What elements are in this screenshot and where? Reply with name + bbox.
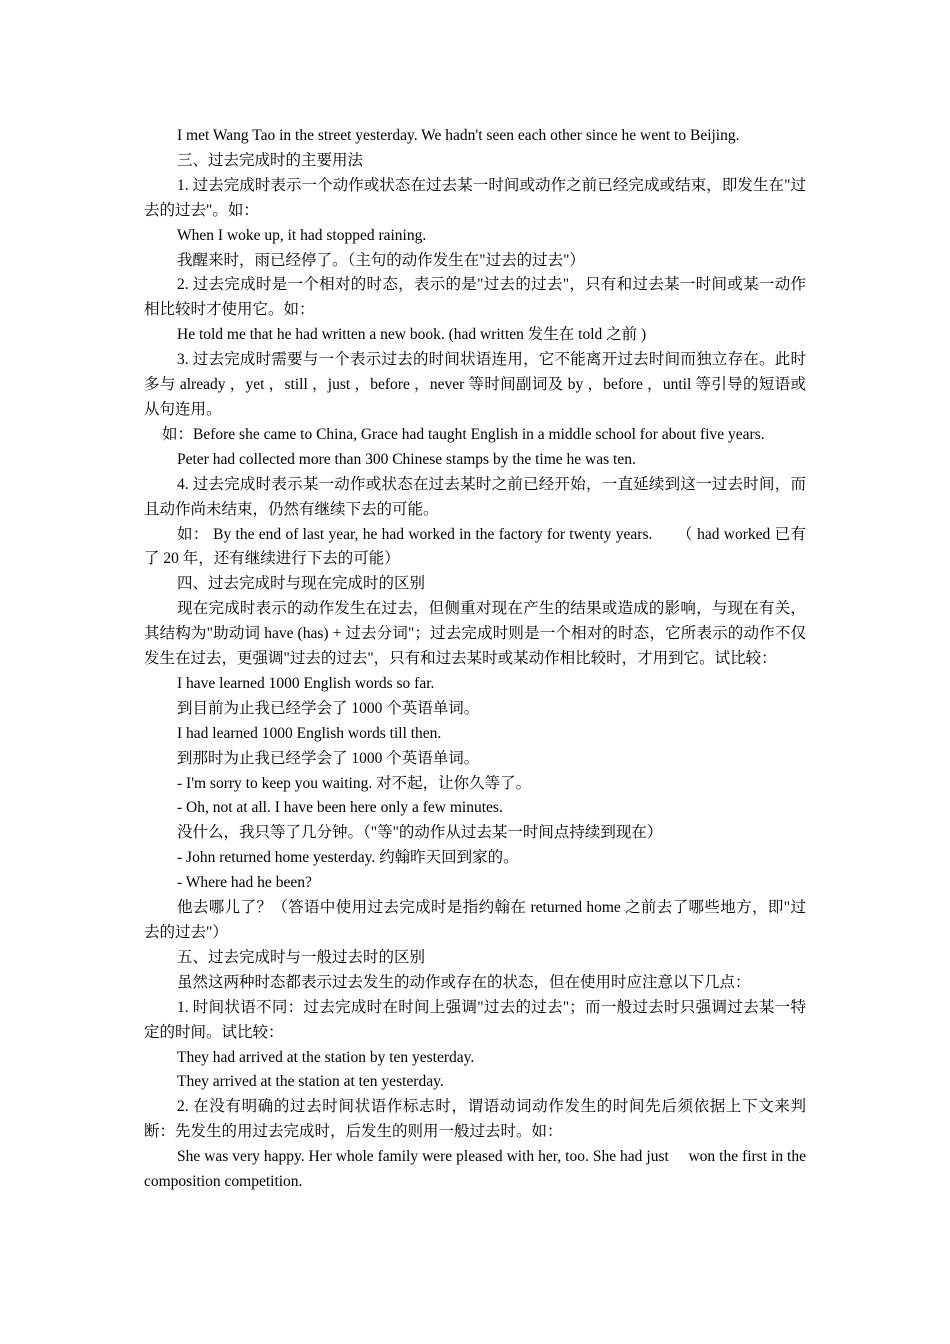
paragraph-example-learned-so-far: I have learned 1000 English words so far. — [177, 674, 435, 692]
paragraph-example-woke-up: When I woke up, it had stopped raining. — [177, 226, 427, 244]
paragraph-difference-1: 1. 时间状语不同：过去完成时在时间上强调"过去的过去"；而一般过去时只强调过去某一特定的时间。试比较： — [144, 998, 806, 1041]
paragraph-rule-4: 4. 过去完成时表示某一动作或状态在过去某时之前已经开始，一直延续到这一过去时间，而且动作尚未结束，仍然有继续下去的可能。 — [144, 475, 806, 518]
paragraph-rule-1: 1. 过去完成时表示一个动作或状态在过去某一时间或动作之前已经完成或结束，即发生在"过去的过去"。如： — [144, 176, 806, 219]
paragraph-example-new-book: He told me that he had written a new book. (had written 发生在 told 之前 ) — [177, 326, 647, 344]
paragraph-example-had-arrived: They had arrived at the station by ten yesterday. — [177, 1048, 475, 1066]
paragraph-dialog-sorry: - I'm sorry to keep you waiting. 对不起，让你久等了。 — [177, 774, 532, 792]
paragraph-example-arrived: They arrived at the station at ten yesterday. — [177, 1073, 444, 1091]
paragraph-dialog-where: - Where had he been? — [177, 874, 312, 892]
paragraph-example-competition: She was very happy. Her whole family were pleased with her, too. She had just won the first in the composition competition. — [144, 1148, 806, 1191]
paragraph-rule-2: 2. 过去完成时是一个相对的时态，表示的是"过去的过去"，只有和过去某一时间或某一动作相比较时才使用它。如： — [144, 276, 806, 319]
paragraph-difference-2: 2. 在没有明确的过去时间状语作标志时，谓语动词动作发生的时间先后须依据上下文来判断：先发生的用过去完成时，后发生的则用一般过去时。如： — [144, 1098, 806, 1141]
section-heading-4: 四、过去完成时与现在完成时的区别 — [177, 575, 426, 593]
paragraph-comparison-present-perfect: 现在完成时表示的动作发生在过去，但侧重对现在产生的结果或造成的影响，与现在有关，其结构为"助动词 have (has) + 过去分词"；过去完成时则是一个相对的时态，它所表示的动作不仅发生在过去，更强调"过去的过去"，只有和过去某时或某动作相比较时，才用到它。试比较： — [144, 600, 806, 668]
section-heading-3: 三、过去完成时的主要用法 — [177, 151, 364, 169]
paragraph-dialog-john: - John returned home yesterday. 约翰昨天回到家的。 — [177, 849, 519, 867]
section-heading-5: 五、过去完成时与一般过去时的区别 — [177, 948, 426, 966]
document-page — [144, 124, 806, 1195]
paragraph-intro-differences: 虽然这两种时态都表示过去发生的动作或存在的状态，但在使用时应注意以下几点： — [177, 973, 751, 991]
paragraph-example-grace: 如：Before she came to China, Grace had taught English in a middle school for about five years. — [162, 425, 765, 443]
paragraph-translation-where: 他去哪儿了？（答语中使用过去完成时是指约翰在 returned home 之前去了哪些地方，即"过去的过去"） — [144, 899, 806, 941]
paragraph-rule-3: 3. 过去完成时需要与一个表示过去的时间状语连用，它不能离开过去时间而独立存在。此时多与 already ，yet ，still ，just ，before ，never 等时间副词及 by ，before ，until 等引导的短语或从句连用。 — [144, 351, 806, 418]
paragraph-example-learned-till-then: I had learned 1000 English words till then. — [177, 724, 442, 742]
paragraph-example-wang-tao: I met Wang Tao in the street yesterday. We hadn't seen each other since he went to Beijing. — [177, 127, 740, 144]
paragraph-translation-minutes: 没什么，我只等了几分钟。（"等"的动作从过去某一时间点持续到现在） — [177, 824, 663, 842]
paragraph-translation-woke-up: 我醒来时，雨已经停了。（主句的动作发生在"过去的过去"） — [177, 251, 585, 269]
paragraph-translation-so-far: 到目前为止我已经学会了 1000 个英语单词。 — [177, 699, 480, 717]
paragraph-translation-till-then: 到那时为止我已经学会了 1000 个英语单词。 — [177, 749, 480, 767]
paragraph-example-factory: 如： By the end of last year, he had worked in the factory for twenty years. （ had worked 已有了 20 年，还有继续进行下去的可能） — [144, 525, 806, 568]
paragraph-example-peter: Peter had collected more than 300 Chinese stamps by the time he was ten. — [177, 450, 636, 468]
paragraph-dialog-not-at-all: - Oh, not at all. I have been here only a few minutes. — [177, 799, 503, 817]
